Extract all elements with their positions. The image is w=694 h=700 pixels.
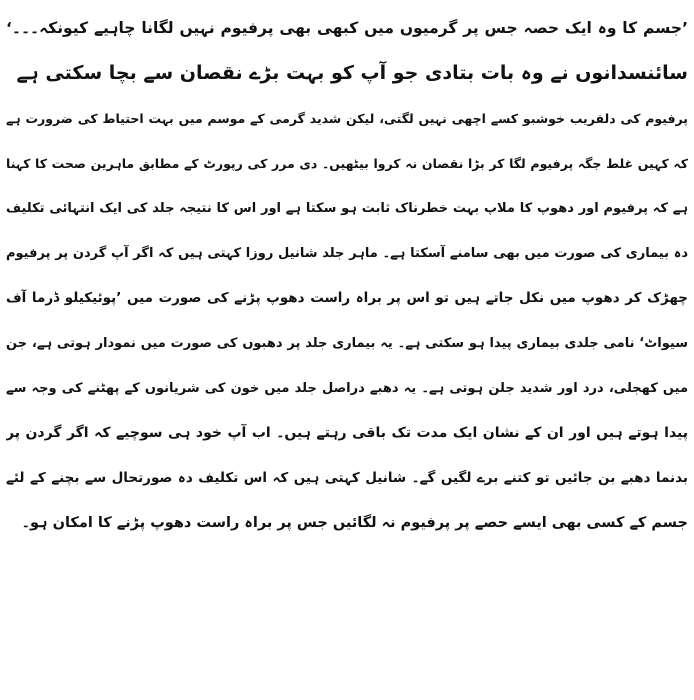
body-line-1: پرفیوم کی دلفریب خوشبو کسے اچھی نہیں لگتی، لیکن شدید گرمی کے موسم میں بہت احتیاط کی ضرورت ہے bbox=[6, 111, 688, 126]
body-line-9: بدنما دھبے بن جائیں تو کتنے برے لگیں گے۔ شانیل کہتی ہیں کہ اس تکلیف دہ صورتحال سے بچنے کے لئے bbox=[6, 470, 688, 486]
body-line-4: دہ بیماری کی صورت میں بھی سامنے آسکتا ہے۔ ماہر جلد شانیل روزا کہتی ہیں کہ اگر آپ گردن پر پرفیوم bbox=[6, 246, 688, 261]
headline-line-1: ’جسم کا وہ ایک حصہ جس پر گرمیوں میں کبھی بھی پرفیوم نہیں لگانا چاہیے کیونکہ۔۔۔‘ bbox=[6, 19, 688, 37]
body-line-6: سیواٹ‘ نامی جلدی بیماری پیدا ہو سکتی ہے۔ یہ بیماری جلد پر دھبوں کی صورت میں نمودار ہوتی ہے، جن bbox=[6, 336, 688, 351]
body-line-3: ہے کہ پرفیوم اور دھوپ کا ملاپ بہت خطرناک ثابت ہو سکتا ہے اور اس کا نتیجہ جلد کی ایک انتہائی تکلیف bbox=[6, 201, 688, 216]
headline-line-2: سائنسدانوں نے وہ بات بتادی جو آپ کو بہت بڑے نقصان سے بچا سکتی ہے bbox=[16, 62, 688, 84]
body-line-7: میں کھجلی، درد اور شدید جلن ہوتی ہے۔ یہ دھبے دراصل جلد میں خون کی شریانوں کے پھٹنے کی وجہ سے bbox=[6, 381, 688, 396]
urdu-article bbox=[6, 6, 688, 546]
body-line-8: پیدا ہوتے ہیں اور ان کے نشان ایک مدت تک باقی رہتے ہیں۔ اب آپ خود ہی سوچیے کہ اگر گردن پر bbox=[6, 425, 688, 441]
body-line-10: جسم کے کسی بھی ایسے حصے پر پرفیوم نہ لگائیں جس پر براہ راست دھوپ پڑنے کا امکان ہو۔ bbox=[21, 515, 688, 531]
body-line-5: چھڑک کر دھوپ میں نکل جاتے ہیں تو اس پر براہ راست دھوپ پڑنے کی صورت میں ’پوئیکیلو ڈرما آف bbox=[6, 290, 688, 306]
body-line-2: کہ کہیں غلط جگہ پرفیوم لگا کر بڑا نقصان نہ کروا بیٹھیں۔ دی مرر کی رپورٹ کے مطابق ماہرین صحت کا کہنا bbox=[6, 156, 688, 171]
